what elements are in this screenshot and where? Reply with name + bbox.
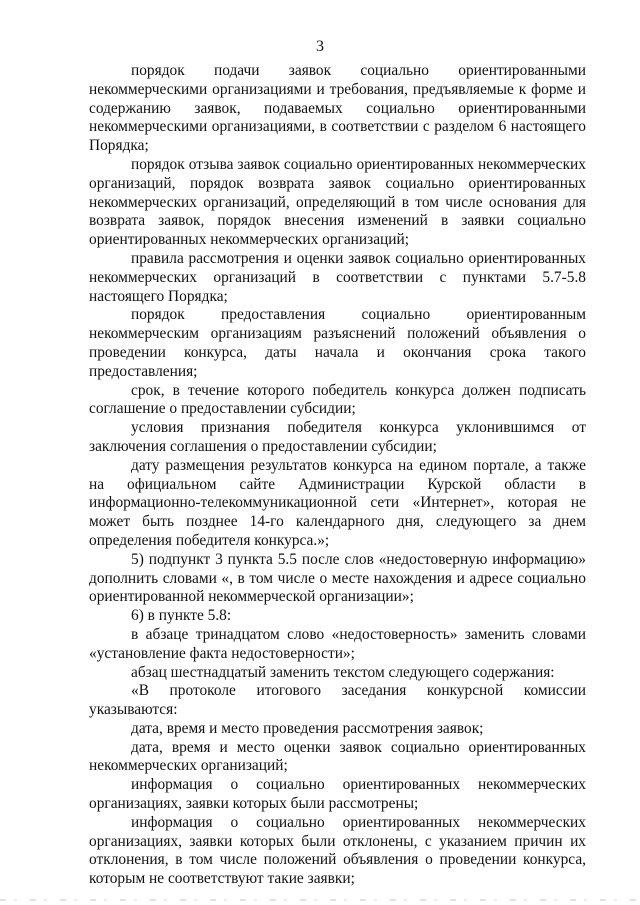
paragraph-review-rules: правила рассмотрения и оценки заявок социально ориентированных некоммерческих организаций в соответствии с пунктами 5.7-5.8 настоящего Порядка; — [89, 249, 586, 305]
paragraph-thirteenth-clause: в абзаце тринадцатом слово «недостоверность» заменить словами «установление факта недостоверности»; — [89, 625, 586, 662]
paragraph-procedure-submission: порядок подачи заявок социально ориентированными некоммерческими организациями и требования, предъявляемые к форме и содержанию заявок, подаваемых социально ориентированными некоммерческими организациями, в соответствии с разделом 6 настоящего Порядка; — [89, 62, 586, 155]
paragraph-procedure-withdrawal: порядок отзыва заявок социально ориентированных некоммерческих организаций, порядок возврата заявок социально ориентированных некоммерческих организаций, определяющий в том числе основания для возврата заявок, порядок внесения изменений в заявки социально ориентированных некоммерческих организаций; — [89, 155, 586, 249]
paragraph-rejected-organizations: информация о социально ориентированных некоммерческих организациях, заявки которых были отклонены, с указанием причин их отклонения, в том числе положений объявления о проведении конкурса, которым не соответствуют такие заявки; — [89, 813, 586, 888]
paragraph-item-5: 5) подпункт 3 пункта 5.5 после слов «недостоверную информацию» дополнить словами «, в том числе о месте нахождения и адресе социально ориентированной некоммерческой организации»; — [89, 550, 586, 606]
document-body — [89, 62, 586, 889]
scan-artifact-divider — [0, 899, 640, 901]
paragraph-reviewed-organizations: информация о социально ориентированных некоммерческих организациях, заявки которых были рассмотрены; — [89, 776, 586, 813]
paragraph-review-datetime: дата, время и место проведения рассмотрения заявок; — [131, 719, 484, 737]
paragraph-signing-deadline: срок, в течение которого победитель конкурса должен подписать соглашение о предоставлении субсидии; — [89, 381, 586, 418]
paragraph-protocol-intro: «В протоколе итогового заседания конкурсной комиссии указываются: — [89, 682, 586, 719]
page-number: 3 — [316, 38, 324, 55]
paragraph-results-publication: дату размещения результатов конкурса на едином портале, а также на официальном сайте Администрации Курской области в информационно-телекоммуникационной сети «Интернет», которая не может быть позднее 14-го календарного дня, следующего за днем определения победителя конкурса.»; — [89, 456, 586, 549]
paragraph-evasion-conditions: условия признания победителя конкурса уклонившимся от заключения соглашения о предоставлении субсидии; — [89, 419, 586, 455]
paragraph-sixteenth-clause: абзац шестнадцатый заменить текстом следующего содержания: — [131, 663, 555, 681]
paragraph-evaluation-datetime: дата, время и место оценки заявок социально ориентированных некоммерческих организаций; — [89, 738, 586, 775]
paragraph-clarifications: порядок предоставления социально ориентированным некоммерческим организациям разъяснений положений объявления о проведении конкурса, даты начала и окончания срока такого предоставления; — [89, 306, 586, 380]
paragraph-item-6: 6) в пункте 5.8: — [131, 607, 232, 625]
